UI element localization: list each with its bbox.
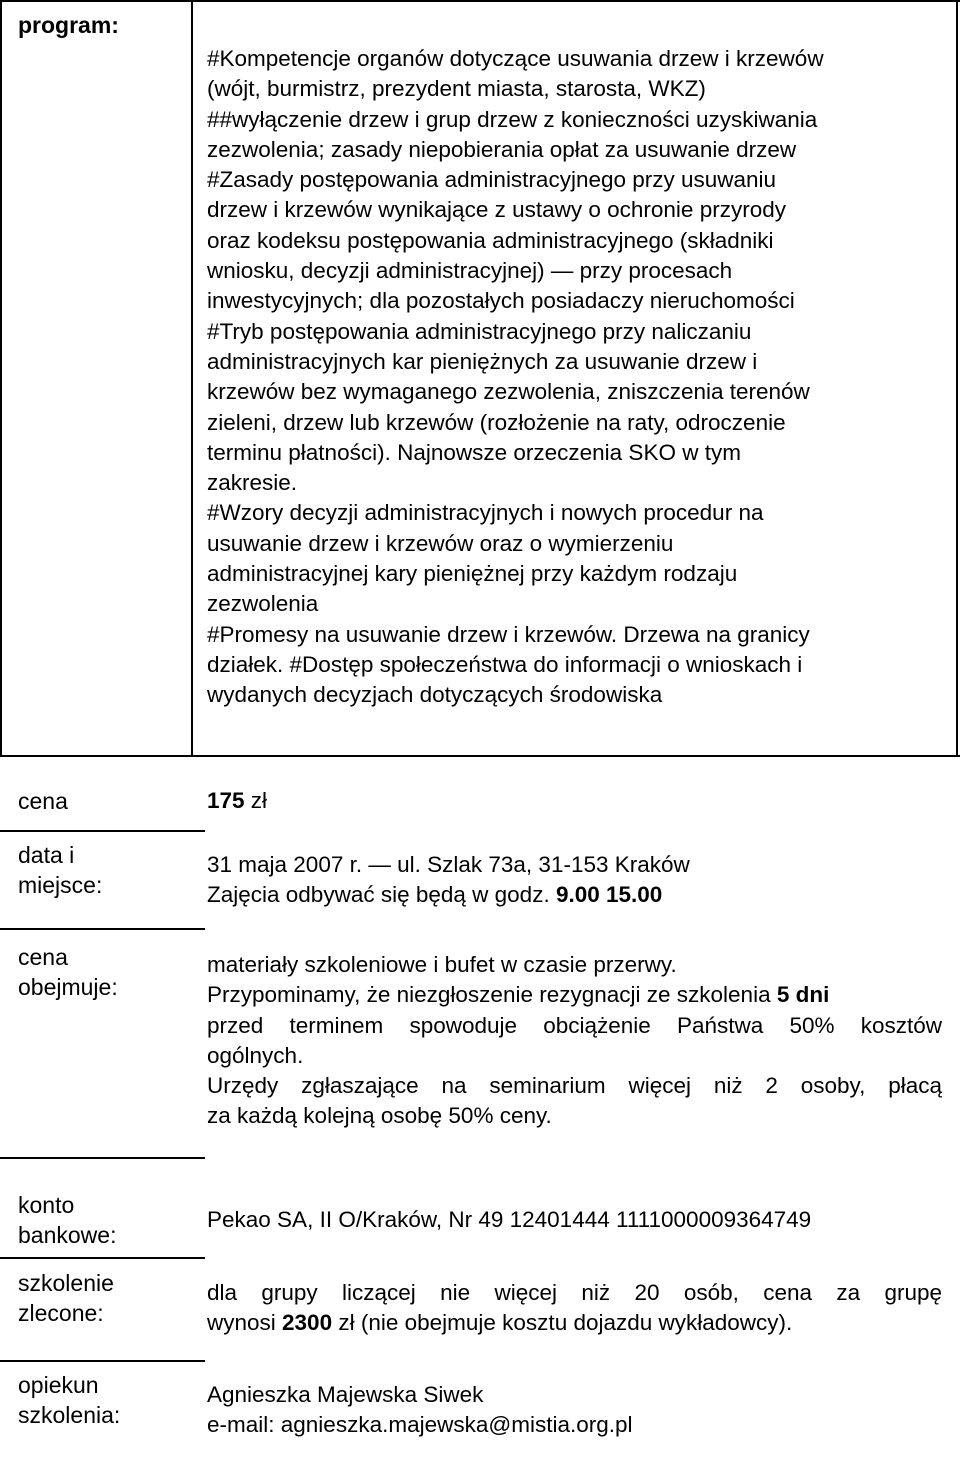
program-text <box>207 44 824 711</box>
price-label: cena <box>18 788 68 814</box>
hours: 9.00 15.00 <box>555 882 663 908</box>
date-place-label: data i miejsce: <box>18 842 103 898</box>
program-line: zieleni, drzew lub krzewów (rozłożenie na raty, odroczenie <box>207 409 786 435</box>
border-right-top <box>956 0 958 757</box>
program-line: #Zasady postępowania administracyjnego przy usuwaniu <box>207 167 777 193</box>
program-line: terminu płatności). Najnowsze orzeczenia SKO w tym <box>207 439 741 465</box>
program-line: zakresie. <box>207 470 298 496</box>
program-line: inwestycyjnych; dla pozostałych posiadaczy nieruchomości <box>207 288 795 314</box>
program-line: ##wyłączenie drzew i grup drzew z konieczności uzyskiwania <box>207 106 818 132</box>
commissioned-text <box>207 1278 942 1339</box>
includes-line6: za każdą kolejną osobę 50% ceny. <box>207 1103 552 1129</box>
supervisor-name: Agnieszka Majewska Siwek <box>207 1382 484 1407</box>
commissioned-line1: dla grupy liczącej nie więcej niż 20 osób, cena za grupę <box>207 1280 942 1305</box>
supervisor-text <box>207 1380 633 1441</box>
program-line: drzew i krzewów wynikające z ustawy o ochronie przyrody <box>207 197 786 223</box>
commissioned-line2: wynosi 2300 zł (nie obejmuje kosztu dojazdu wykładowcy). <box>207 1310 793 1336</box>
border-date <box>0 928 205 930</box>
program-line: zezwolenia <box>207 591 319 617</box>
includes-line3: przed terminem spowoduje obciążenie Państwa 50% kosztów <box>207 1012 942 1038</box>
includes-line1: materiały szkoleniowe i bufet w czasie przerwy. <box>207 952 677 977</box>
border-top <box>0 0 960 2</box>
program-line: #Tryb postępowania administracyjnego przy naliczaniu <box>207 318 752 344</box>
price-includes-label: cena obejmuje: <box>18 944 118 1000</box>
program-line: zezwolenia; zasady niepobierania opłat za usuwanie drzew <box>207 136 797 162</box>
border-left-top <box>0 0 2 757</box>
date-place-line1: 31 maja 2007 r. — ul. Szlak 73a, 31-153 Kraków <box>207 852 690 877</box>
program-line: (wójt, burmistrz, prezydent miasta, starosta, WKZ) <box>207 76 706 102</box>
border-commissioned <box>0 1360 205 1362</box>
program-label: program: <box>18 12 119 38</box>
border-price <box>0 830 205 832</box>
includes-line4: ogólnych. <box>207 1042 304 1068</box>
price-includes-text <box>207 950 942 1132</box>
program-line: #Promesy na usuwanie drzew i krzewów. Drzewa na granicy <box>207 621 810 647</box>
date-place-line2: Zajęcia odbywać się będą w godz. 9.00 15.00 <box>207 882 663 908</box>
price-value <box>207 786 267 816</box>
program-line: administracyjnej kary pieniężnej przy każdym rodzaju <box>207 561 738 587</box>
includes-line2: Przypominamy, że niezgłoszenie rezygnacji ze szkolenia 5 dni <box>207 982 830 1008</box>
program-line: wydanych decyzjach dotyczących środowiska <box>207 682 663 708</box>
border-section-1 <box>0 755 960 757</box>
bank-account-label: konto bankowe: <box>18 1192 117 1248</box>
border-section-2 <box>0 1157 205 1159</box>
program-line: administracyjnych kar pieniężnych za usuwanie drzew i <box>207 348 758 374</box>
includes-line5: Urzędy zgłaszające na seminarium więcej niż 2 osoby, płacą <box>207 1073 942 1099</box>
program-line: #Kompetencje organów dotyczące usuwania drzew i krzewów <box>207 46 824 71</box>
program-line: działek. #Dostęp społeczeństwa do informacji o wnioskach i <box>207 651 803 677</box>
border-account <box>0 1257 205 1259</box>
supervisor-email[interactable]: e-mail: agnieszka.majewska@mistia.org.pl <box>207 1412 633 1438</box>
bank-account-value: Pekao SA, II O/Kraków, Nr 49 12401444 1111000009364749 <box>207 1207 812 1232</box>
price-currency: zł <box>244 788 268 813</box>
program-line: krzewów bez wymaganego zezwolenia, zniszczenia terenów <box>207 379 810 405</box>
price-amount: 175 <box>207 788 245 813</box>
border-divider-top <box>191 0 193 757</box>
program-line: oraz kodeksu postępowania administracyjnego (składniki <box>207 227 774 253</box>
date-place-text <box>207 850 690 911</box>
supervisor-label: opiekun szkolenia: <box>18 1372 121 1428</box>
program-line: usuwanie drzew i krzewów oraz o wymierzeniu <box>207 530 674 556</box>
commissioned-label: szkolenie zlecone: <box>18 1270 114 1326</box>
program-line: wniosku, decyzji administracyjnej) — przy procesach <box>207 258 733 284</box>
program-line: #Wzory decyzji administracyjnych i nowych procedur na <box>207 500 764 526</box>
